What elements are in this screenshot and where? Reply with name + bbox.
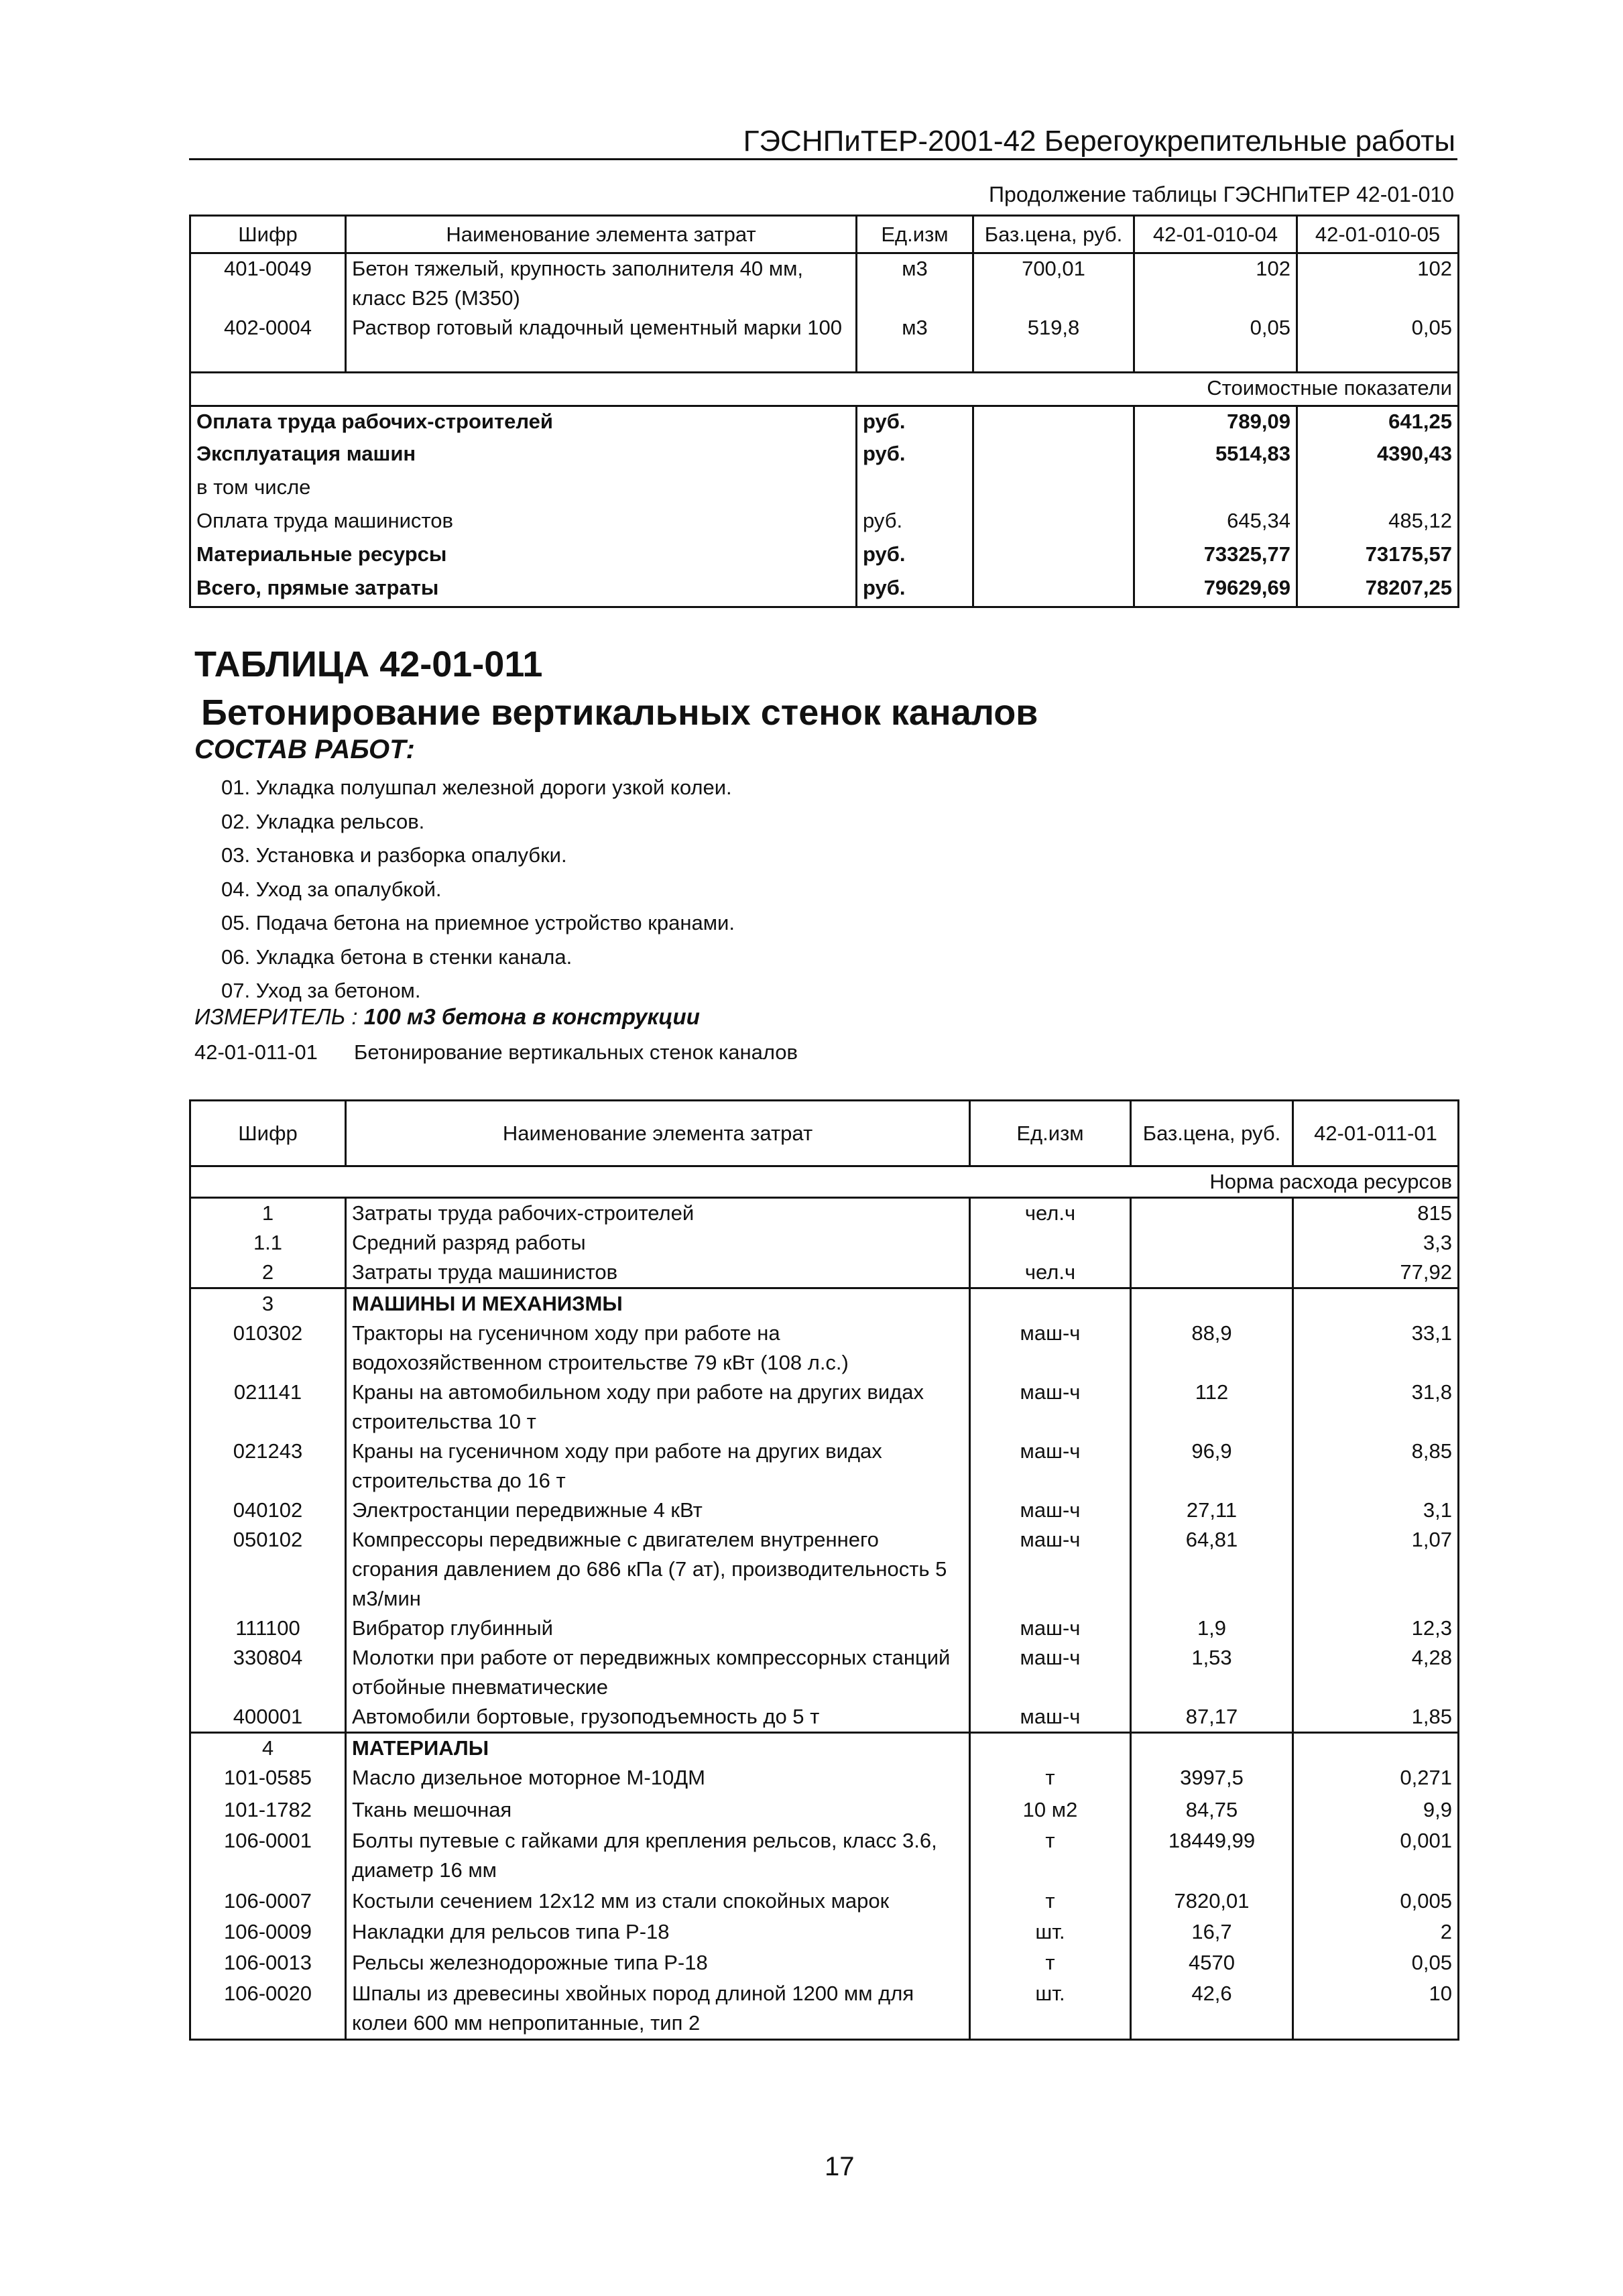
cost-v2 xyxy=(1297,473,1459,506)
row-price: 16,7 xyxy=(1131,1917,1293,1948)
row-price xyxy=(1131,1258,1293,1288)
cost-price-empty xyxy=(973,540,1134,573)
t2-col-unit: Ед.изм xyxy=(970,1101,1131,1166)
table-row xyxy=(190,1795,1459,1826)
meter-value: 100 м3 бетона в конструкции xyxy=(363,1004,700,1029)
row-unit: чел.ч xyxy=(970,1258,1131,1288)
row-name: Затраты труда рабочих-строителей xyxy=(346,1198,970,1229)
cost-name: Оплата труда машинистов xyxy=(190,506,857,540)
row-code: 401-0049 xyxy=(190,253,346,314)
table1-header-row xyxy=(190,216,1459,253)
row-name: Краны на гусеничном ходу при работе на других видах строительства до 16 т xyxy=(346,1437,970,1496)
table-row xyxy=(190,473,1459,506)
row-unit: т xyxy=(970,1826,1131,1886)
row-name: МАШИНЫ И МЕХАНИЗМЫ xyxy=(346,1288,970,1319)
cost-unit: руб. xyxy=(857,439,973,473)
running-header: ГЭСНПиТЕР-2001-42 Берегоукрепительные работы xyxy=(743,125,1455,158)
cost-unit: руб. xyxy=(857,506,973,540)
row-price xyxy=(1131,1228,1293,1258)
row-code: 1.1 xyxy=(190,1228,346,1258)
row-price: 3997,5 xyxy=(1131,1763,1293,1795)
row-price: 7820,01 xyxy=(1131,1886,1293,1917)
row-price: 112 xyxy=(1131,1378,1293,1437)
cost-v1: 73325,77 xyxy=(1134,540,1297,573)
resource-table-42-01-011 xyxy=(189,1099,1459,2041)
cost-unit: руб. xyxy=(857,406,973,439)
cost-indicators-label: Стоимостные показатели xyxy=(190,372,1459,406)
cost-price-empty xyxy=(973,573,1134,607)
row-code: 2 xyxy=(190,1258,346,1288)
norm-label-row xyxy=(190,1166,1459,1198)
t2-col-price: Баз.цена, руб. xyxy=(1131,1101,1293,1166)
list-item: 03. Установка и разборка опалубки. xyxy=(221,843,567,867)
table-row xyxy=(190,1979,1459,2039)
row-code: 402-0004 xyxy=(190,313,346,372)
row-code: 330804 xyxy=(190,1643,346,1702)
row-price xyxy=(1131,1288,1293,1319)
row-name: Масло дизельное моторное М-10ДМ xyxy=(346,1763,970,1795)
row-name: Ткань мешочная xyxy=(346,1795,970,1826)
table-row xyxy=(190,1643,1459,1702)
table-row xyxy=(190,540,1459,573)
row-code: 106-0007 xyxy=(190,1886,346,1917)
work-list xyxy=(221,771,735,1008)
row-value: 3,1 xyxy=(1423,1498,1452,1522)
row-price: 1,9 xyxy=(1131,1614,1293,1643)
subcode-name: Бетонирование вертикальных стенок каналов xyxy=(354,1040,798,1064)
t1-col-price: Баз.цена, руб. xyxy=(973,216,1134,253)
row-v2: 0,05 xyxy=(1411,316,1452,339)
row-unit: чел.ч xyxy=(970,1198,1131,1229)
table-row xyxy=(190,1437,1459,1496)
row-value: 77,92 xyxy=(1400,1260,1452,1284)
table-row xyxy=(190,253,1459,314)
t1-col-unit: Ед.изм xyxy=(857,216,973,253)
row-name: Тракторы на гусеничном ходу при работе на водохозяйственном строительстве 79 кВт (108 л.с.) xyxy=(346,1319,970,1378)
cost-table-42-01-010 xyxy=(189,215,1459,608)
row-name: Рельсы железнодорожные типа Р-18 xyxy=(346,1948,970,1979)
row-name: Накладки для рельсов типа Р-18 xyxy=(346,1917,970,1948)
table-row xyxy=(190,1496,1459,1525)
row-price: 96,9 xyxy=(1131,1437,1293,1496)
row-code: 010302 xyxy=(190,1319,346,1378)
row-code: 101-1782 xyxy=(190,1795,346,1826)
row-name: Бетон тяжелый, крупность заполнителя 40 мм, класс В25 (М350) xyxy=(346,253,857,314)
cost-price-empty xyxy=(973,406,1134,439)
table2-header-row xyxy=(190,1101,1459,1166)
row-unit: маш-ч xyxy=(970,1496,1131,1525)
table-row xyxy=(190,1614,1459,1643)
row-code: 021141 xyxy=(190,1378,346,1437)
table-row xyxy=(190,1198,1459,1229)
row-price xyxy=(1131,1733,1293,1764)
row-unit: маш-ч xyxy=(970,1643,1131,1702)
table-row xyxy=(190,1886,1459,1917)
row-price: 1,53 xyxy=(1131,1643,1293,1702)
row-unit: т xyxy=(970,1948,1131,1979)
table-row xyxy=(190,439,1459,473)
cost-v2: 73175,57 xyxy=(1365,542,1452,566)
row-price: 18449,99 xyxy=(1131,1826,1293,1886)
table-row xyxy=(190,1702,1459,1733)
row-value: 31,8 xyxy=(1411,1380,1452,1404)
row-name: Затраты труда машинистов xyxy=(346,1258,970,1288)
row-v1: 0,05 xyxy=(1134,313,1297,372)
meter-line xyxy=(194,1004,700,1030)
t1-col-code: Шифр xyxy=(190,216,346,253)
cost-price-empty xyxy=(973,439,1134,473)
row-code: 106-0009 xyxy=(190,1917,346,1948)
row-value: 4,28 xyxy=(1411,1646,1452,1669)
t1-col-v1: 42-01-010-04 xyxy=(1134,216,1297,253)
row-value: 8,85 xyxy=(1411,1439,1452,1463)
row-value: 10 xyxy=(1429,1982,1452,2005)
t1-col-v2: 42-01-010-05 xyxy=(1297,216,1459,253)
row-unit: т xyxy=(970,1886,1131,1917)
list-item: 05. Подача бетона на приемное устройство кранами. xyxy=(221,911,735,934)
row-code: 050102 xyxy=(190,1525,346,1614)
table-row xyxy=(190,313,1459,372)
row-name: Вибратор глубинный xyxy=(346,1614,970,1643)
row-v1: 102 xyxy=(1134,253,1297,314)
t2-col-code: Шифр xyxy=(190,1101,346,1166)
row-price: 4570 xyxy=(1131,1948,1293,1979)
row-code: 040102 xyxy=(190,1496,346,1525)
row-code: 021243 xyxy=(190,1437,346,1496)
row-price: 88,9 xyxy=(1131,1319,1293,1378)
row-name: Раствор готовый кладочный цементный марки 100 xyxy=(346,313,857,372)
row-unit: шт. xyxy=(970,1979,1131,2039)
row-price: 27,11 xyxy=(1131,1496,1293,1525)
table-row xyxy=(190,1319,1459,1378)
row-unit xyxy=(970,1228,1131,1258)
cost-price-empty xyxy=(973,506,1134,540)
row-unit: маш-ч xyxy=(970,1614,1131,1643)
cost-v2: 641,25 xyxy=(1388,409,1452,433)
cost-v2: 4390,43 xyxy=(1376,442,1452,465)
continuation-label: Продолжение таблицы ГЭСНПиТЕР 42-01-010 xyxy=(989,182,1454,206)
row-price xyxy=(1131,1198,1293,1229)
cost-unit: руб. xyxy=(857,540,973,573)
row-value: 33,1 xyxy=(1411,1321,1452,1345)
row-code: 3 xyxy=(190,1288,346,1319)
row-price: 64,81 xyxy=(1131,1525,1293,1614)
row-value: 0,05 xyxy=(1411,1951,1452,1974)
norm-label: Норма расхода ресурсов xyxy=(190,1166,1459,1198)
page-number: 17 xyxy=(825,2152,855,2181)
cost-v2: 78207,25 xyxy=(1365,576,1452,599)
row-unit: маш-ч xyxy=(970,1702,1131,1733)
cost-v1: 789,09 xyxy=(1134,406,1297,439)
table-row xyxy=(190,1258,1459,1288)
row-v2: 102 xyxy=(1417,257,1452,280)
row-code: 1 xyxy=(190,1198,346,1229)
list-item: 01. Укладка полушпал железной дороги узкой колеи. xyxy=(221,776,732,799)
row-value: 12,3 xyxy=(1411,1616,1452,1640)
row-name: Электростанции передвижные 4 кВт xyxy=(346,1496,970,1525)
table-row xyxy=(190,1378,1459,1437)
row-name: Автомобили бортовые, грузоподъемность до 5 т xyxy=(346,1702,970,1733)
cost-name: Оплата труда рабочих-строителей xyxy=(190,406,857,439)
row-name: Компрессоры передвижные с двигателем внутреннего сгорания давлением до 686 кПа (7 ат), производительность 5 м3/мин xyxy=(346,1525,970,1614)
row-name: МАТЕРИАЛЫ xyxy=(346,1733,970,1764)
table-row xyxy=(190,1826,1459,1886)
cost-unit: руб. xyxy=(857,573,973,607)
row-price: 84,75 xyxy=(1131,1795,1293,1826)
t1-col-name: Наименование элемента затрат xyxy=(346,216,857,253)
row-code: 106-0013 xyxy=(190,1948,346,1979)
table-row xyxy=(190,1228,1459,1258)
meter-label: ИЗМЕРИТЕЛЬ : xyxy=(194,1004,358,1029)
cost-price-empty xyxy=(973,473,1134,506)
list-item: 04. Уход за опалубкой. xyxy=(221,877,442,901)
row-price: 87,17 xyxy=(1131,1702,1293,1733)
row-value: 0,271 xyxy=(1400,1766,1452,1789)
row-name: Болты путевые с гайками для крепления рельсов, класс 3.6, диаметр 16 мм xyxy=(346,1826,970,1886)
row-unit: т xyxy=(970,1763,1131,1795)
row-price: 519,8 xyxy=(973,313,1134,372)
cost-name: Эксплуатация машин xyxy=(190,439,857,473)
row-name: Краны на автомобильном ходу при работе на других видах строительства 10 т xyxy=(346,1378,970,1437)
cost-v1: 5514,83 xyxy=(1134,439,1297,473)
row-code: 106-0020 xyxy=(190,1979,346,2039)
section-row xyxy=(190,372,1459,406)
table-row xyxy=(190,506,1459,540)
row-value xyxy=(1293,1733,1459,1764)
cost-name: Всего, прямые затраты xyxy=(190,573,857,607)
row-value: 0,001 xyxy=(1400,1829,1452,1852)
row-value: 1,07 xyxy=(1411,1528,1452,1551)
row-value: 815 xyxy=(1417,1201,1452,1225)
list-item: 06. Укладка бетона в стенки канала. xyxy=(221,945,573,969)
row-price: 700,01 xyxy=(973,253,1134,314)
subcode-line xyxy=(194,1040,798,1065)
row-name: Средний разряд работы xyxy=(346,1228,970,1258)
row-value: 3,3 xyxy=(1423,1231,1452,1254)
cost-name: Материальные ресурсы xyxy=(190,540,857,573)
table-row xyxy=(190,1917,1459,1948)
subcode-code: 42-01-011-01 xyxy=(194,1040,318,1064)
row-name: Шпалы из древесины хвойных пород длиной 1200 мм для колеи 600 мм непропитанные, тип 2 xyxy=(346,1979,970,2039)
t2-col-name: Наименование элемента затрат xyxy=(346,1101,970,1166)
cost-name: в том числе xyxy=(190,473,857,506)
cost-v1: 645,34 xyxy=(1134,506,1297,540)
table-row xyxy=(190,406,1459,439)
row-value: 2 xyxy=(1440,1920,1452,1943)
section-row xyxy=(190,1288,1459,1319)
row-code: 111100 xyxy=(190,1614,346,1643)
row-value: 0,005 xyxy=(1400,1889,1452,1913)
row-unit: шт. xyxy=(970,1917,1131,1948)
row-value: 9,9 xyxy=(1423,1798,1452,1821)
t2-col-value: 42-01-011-01 xyxy=(1314,1121,1437,1145)
row-value: 1,85 xyxy=(1411,1705,1452,1728)
row-unit: маш-ч xyxy=(970,1525,1131,1614)
cost-v1 xyxy=(1134,473,1297,506)
list-item: 07. Уход за бетоном. xyxy=(221,979,421,1002)
header-rule xyxy=(189,158,1457,160)
table-row xyxy=(190,1948,1459,1979)
row-unit: м3 xyxy=(857,253,973,314)
row-unit xyxy=(970,1733,1131,1764)
row-unit: маш-ч xyxy=(970,1319,1131,1378)
row-unit xyxy=(970,1288,1131,1319)
table-row xyxy=(190,1525,1459,1614)
row-unit: м3 xyxy=(857,313,973,372)
table-row xyxy=(190,1763,1459,1795)
row-name: Молотки при работе от передвижных компрессорных станций отбойные пневматические xyxy=(346,1643,970,1702)
row-unit: маш-ч xyxy=(970,1437,1131,1496)
row-unit: маш-ч xyxy=(970,1378,1131,1437)
row-value xyxy=(1293,1288,1459,1319)
row-name: Костыли сечением 12х12 мм из стали спокойных марок xyxy=(346,1886,970,1917)
cost-unit xyxy=(857,473,973,506)
cost-v2: 485,12 xyxy=(1388,509,1452,532)
table-subtitle: Бетонирование вертикальных стенок каналов xyxy=(201,692,1038,733)
work-composition-heading: СОСТАВ РАБОТ: xyxy=(194,735,415,764)
row-code: 101-0585 xyxy=(190,1763,346,1795)
row-code: 106-0001 xyxy=(190,1826,346,1886)
table-row xyxy=(190,573,1459,607)
section-row xyxy=(190,1733,1459,1764)
row-price: 42,6 xyxy=(1131,1979,1293,2039)
row-code: 4 xyxy=(190,1733,346,1764)
table-title: ТАБЛИЦА 42-01-011 xyxy=(194,644,543,684)
row-code: 400001 xyxy=(190,1702,346,1733)
list-item: 02. Укладка рельсов. xyxy=(221,809,425,833)
cost-v1: 79629,69 xyxy=(1134,573,1297,607)
row-unit: 10 м2 xyxy=(970,1795,1131,1826)
